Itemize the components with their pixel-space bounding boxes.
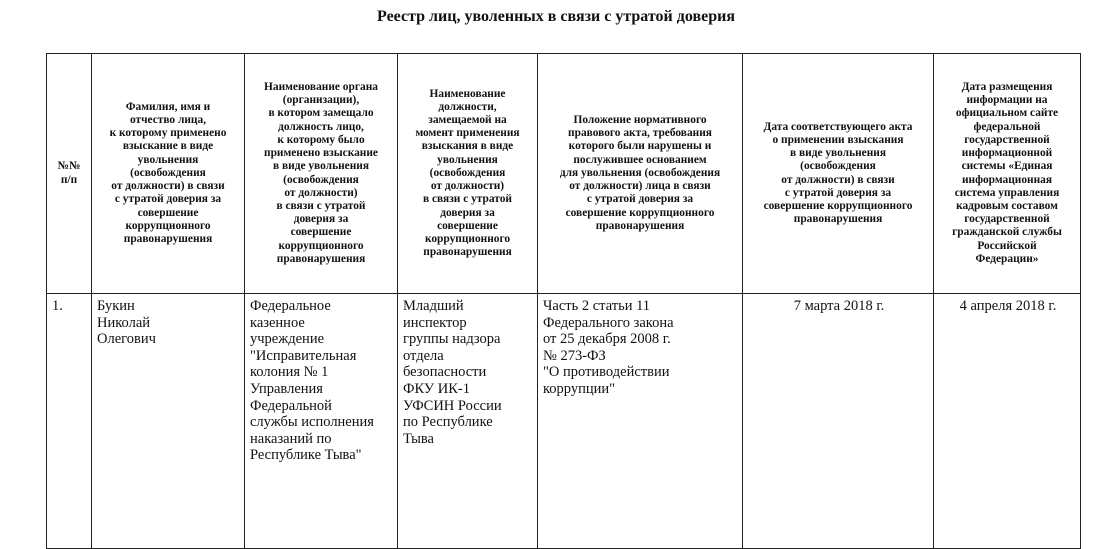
column-header-position: Наименование должности, замещаемой на момент применения взыскания в виде увольнения (освобождения от должности) в связи с утратой доверия за совершение коррупционного правонарушения <box>398 54 538 294</box>
column-header-publication-date: Дата размещения информации на официальном сайте федеральной государственной информационной системы «Единая информационная система управления кадровым составом государственной гражданской службы Российской Федерации» <box>934 54 1081 294</box>
cell-publication-date: 4 апреля 2018 г. <box>934 294 1081 549</box>
column-header-legal-provision: Положение нормативного правового акта, требования которого были нарушены и послужившее основанием для увольнения (освобождения от должности) лица в связи с утратой доверия за совершение коррупционного правонарушения <box>538 54 743 294</box>
column-header-act-date: Дата соответствующего акта о применении взыскания в виде увольнения (освобождения от должности) в связи с утратой доверия за совершение коррупционного правонарушения <box>743 54 934 294</box>
table-header-row <box>47 54 1081 294</box>
column-header-number: №№ п/п <box>47 54 92 294</box>
cell-organization: Федеральное казенное учреждение "Исправительная колония № 1 Управления Федеральной службы исполнения наказаний по Республике Тыва" <box>245 294 398 549</box>
cell-person-name: Букин Николай Олегович <box>92 294 245 549</box>
cell-position: Младший инспектор группы надзора отдела безопасности ФКУ ИК-1 УФСИН России по Республике Тыва <box>398 294 538 549</box>
cell-number: 1. <box>47 294 92 549</box>
cell-act-date: 7 марта 2018 г. <box>743 294 934 549</box>
column-header-organization: Наименование органа (организации), в котором замещало должность лицо, к которому было применено взыскание в виде увольнения (освобождения от должности) в связи с утратой доверия за совершение коррупционного правонарушения <box>245 54 398 294</box>
page-title: Реестр лиц, уволенных в связи с утратой доверия <box>377 8 735 25</box>
column-header-person-name: Фамилия, имя и отчество лица, к которому применено взыскание в виде увольнения (освобождения от должности) в связи с утратой доверия за совершение коррупционного правонарушения <box>92 54 245 294</box>
registry-table <box>46 53 1081 549</box>
table-row <box>47 294 1081 549</box>
cell-legal-provision: Часть 2 статьи 11 Федерального закона от 25 декабря 2008 г. № 273-ФЗ "О противодействии коррупции" <box>538 294 743 549</box>
